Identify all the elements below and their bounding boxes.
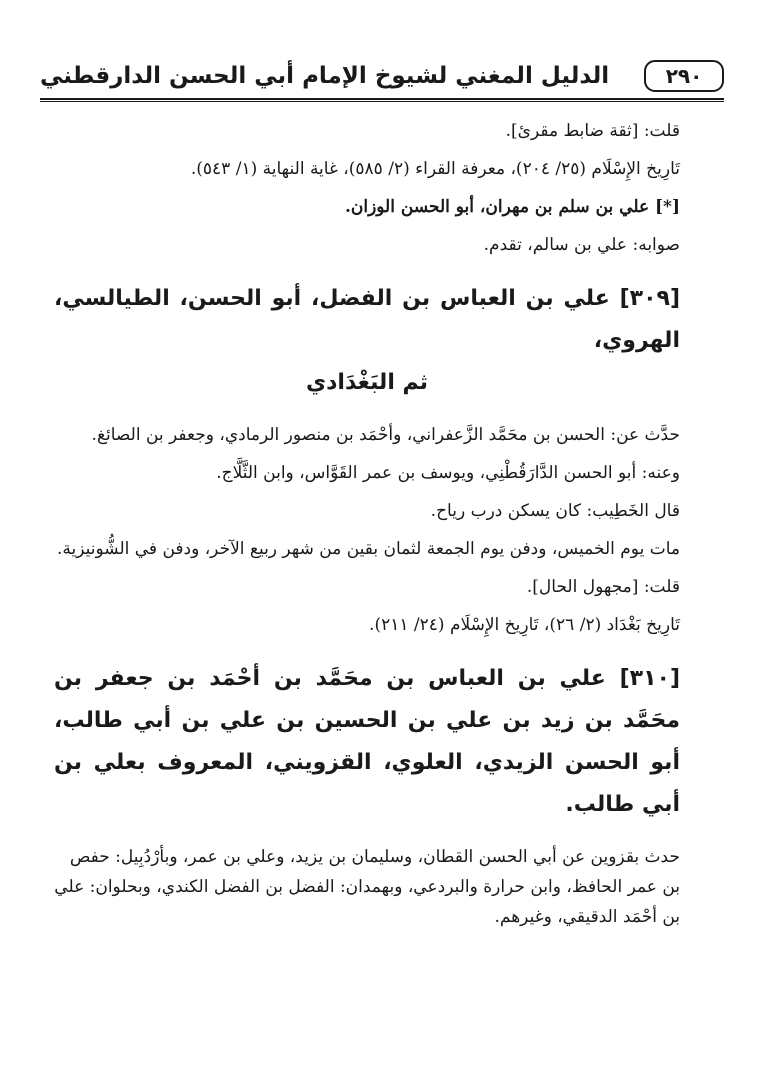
cross-reference-entry: [*] علي بن سلم بن مهران، أبو الحسن الوزان. [344,197,680,217]
page-body [54,116,680,940]
entry-309-students: وعنه: أبو الحسن الدَّارَقُطْنِي، ويوسف بن عمر القَوَّاس، وابن الثَّلَّاج. [216,463,680,483]
page-number: ٢٩٠ [644,60,724,92]
page-header [40,56,724,96]
entry-309-sources: تَارِيخ بَغْدَاد (٢/ ٢٦)، تَارِيخ الإِسْلَام (٢٤/ ٢١١). [369,615,680,635]
entry-309-death: مات يوم الخميس، ودفن يوم الجمعة لثمان بقين من شهر ربيع الآخر، ودفن في الشُّونيزية. [57,539,680,559]
entry-309-heading-line1: [٣٠٩] علي بن العباس بن الفضل، أبو الحسن، الطيالسي، الهروي، [54,286,680,353]
entry-309-khatib-note: قال الخَطِيب: كان يسكن درب رياح. [430,501,680,521]
entry-310-heading: [٣١٠] علي بن العباس بن محَمَّد بن أحْمَد بن جعفر بن محَمَّد بن زيد بن علي بن الحسين بن علي بن أبي طالب، أبو الحسن الزيدي، العلوي، القزويني، المعروف بعلي بن أبي طالب. [54,666,680,817]
running-title: الدليل المغني لشيوخ الإمام أبي الحسن الدارقطني [40,63,610,89]
reference-line: تَارِيخ الإِسْلَام (٢٥/ ٢٠٤)، معرفة القراء (٢/ ٥٨٥)، غاية النهاية (١/ ٥٤٣). [190,159,680,179]
entry-309-teachers: حدَّث عن: الحسن بن محَمَّد الزَّعفراني، وأحْمَد بن منصور الرمادي، وجعفر بن الصائغ. [91,425,680,445]
entry-310-narration: حدث بقزوين عن أبي الحسن القطان، وسليمان بن يزيد، وعلي بن عمر، وبأرْدُبِيل: حفص بن عمر الحافظ، وابن حرارة والبردعي، وبهمدان: الفضل بن الفضل الكندي، وبحلوان: علي بن أحْمَد الدقيقي، وغيرهم. [54,847,680,927]
correction-line: صوابه: علي بن سالم، تقدم. [483,235,680,255]
entry-309-verdict: قلت: [مجهول الحال]. [526,577,680,597]
entry-309-heading [54,278,680,404]
header-rule [40,98,724,100]
entry-309-heading-line2: ثم البَغْدَادي [305,370,429,395]
note-line: قلت: [ثقة ضابط مقرئ]. [505,121,680,141]
header-rule-thin [40,101,724,102]
